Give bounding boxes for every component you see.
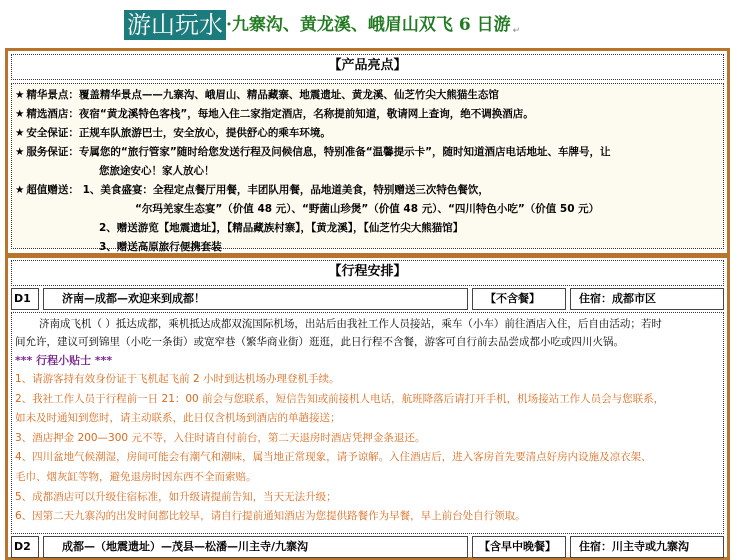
highlight-text: “尔玛羌家生态宴”（价值 48 元）、“野菌山珍煲”（价值 48 元）、“四川特色小吃”（价值 50 元） — [135, 203, 600, 215]
highlights-title-row — [11, 54, 724, 80]
star-icon: ★ — [15, 184, 25, 196]
day2-label: D2 — [11, 536, 39, 558]
highlight-item — [15, 200, 720, 219]
itinerary-frame — [5, 255, 730, 560]
highlight-text: 精华景点：覆盖精华景点——九寨沟、峨眉山、精品藏寨、地震遗址、黄龙溪、仙芝竹尖大熊猫生态馆 — [26, 89, 499, 101]
day1-header-row — [11, 288, 724, 310]
highlight-item — [15, 143, 720, 162]
highlight-item — [15, 124, 720, 143]
highlight-item — [15, 105, 720, 124]
tip-item: 4、四川盆地气候潮湿，房间可能会有潮气和潮味，属当地正常现象，请予谅解。入住酒店后，进入客房首先要清点好房内设施及凉衣架、 — [15, 451, 652, 464]
title-main: 游山玩水 — [124, 10, 226, 40]
tip-item: 6、因第二天九寨沟的出发时间都比较早，请自行提前通知酒店为您提供路餐作为早餐，早上前台处自行领取。 — [15, 510, 526, 523]
day2-stay: 住宿：川主寺或九寨沟 — [570, 536, 724, 558]
document-title — [124, 10, 612, 42]
day2-header-row — [11, 536, 724, 558]
highlight-text: 您旅途安心！家人放心！ — [99, 165, 215, 177]
star-icon: ★ — [15, 146, 25, 158]
tips-title: *** 行程小贴士 *** — [15, 354, 113, 367]
tip-item: 毛巾、烟灰缸等物，避免退房时因东西不全而索赔。 — [15, 470, 257, 483]
star-icon: ★ — [15, 89, 25, 101]
return-mark-icon: ↵ — [512, 26, 521, 36]
day2-route: 成都—（地震遗址）—茂县—松潘—川主寺/九寨沟 — [43, 536, 468, 558]
tips-list — [15, 370, 720, 527]
highlight-text: 服务保证：专属您的“旅行管家”随时给您发送行程及问候信息，特别准备“温馨提示卡”，随时知道酒店电话地址、车牌号，让 — [26, 146, 611, 158]
day1-route: 济南—成都—欢迎来到成都！ — [43, 288, 468, 310]
highlights-frame — [5, 48, 730, 256]
highlight-item — [15, 86, 720, 105]
day1-label: D1 — [11, 288, 39, 310]
highlight-text: 2、赠送游览【地震遗址】，【精品藏族村寨】，【黄龙溪】，【仙芝竹尖大熊猫馆】 — [99, 222, 464, 234]
tip-item: 5、成都酒店可以升级住宿标准，如升级请提前告知，当天无法升级； — [15, 490, 337, 503]
day1-stay: 住宿：成都市区 — [570, 288, 724, 310]
day2-meals: 【含早中晚餐】 — [472, 536, 566, 558]
highlight-text: 精选酒店：夜宿“黄龙溪特色客栈”，每地入住二家指定酒店，名称提前知道，敬请网上查询，绝不调换酒店。 — [26, 108, 534, 120]
tip-item: 如未及时通知到您时，请主动联系，此日仅含机场到酒店的单趟接送； — [15, 412, 341, 425]
tip-item: 3、酒店押金 200—300 元不等，入住时请自付前台，第二天退房时酒店凭押金条退还。 — [15, 431, 426, 444]
star-icon: ★ — [15, 127, 25, 139]
highlight-item — [15, 181, 720, 200]
star-icon: ★ — [15, 108, 25, 120]
itinerary-title-row — [11, 260, 724, 286]
day1-body — [11, 312, 724, 534]
day1-description-line: 间允许，建议可到锦里（小吃一条街）或宽窄巷（繁华商业街）逛逛，此日行程不含餐，游客可自行前去品尝成都小吃或四川火锅。 — [15, 336, 624, 348]
title-subtitle: ·九寨沟、黄龙溪、峨眉山双飞 6 日游 — [226, 15, 511, 35]
highlight-text: 安全保证：正规车队旅游巴士，安全放心，提供舒心的乘车环境。 — [26, 127, 331, 139]
highlight-text: 超值赠送： 1、美食盛宴：全程定点餐厅用餐，丰团队用餐，品地道美食，特别赠送三次特色餐饮， — [26, 184, 489, 196]
highlight-item — [15, 162, 720, 181]
day1-meals: 【不含餐】 — [472, 288, 566, 310]
highlight-item — [15, 219, 720, 238]
tip-item: 1、请游客持有效身份证于飞机起飞前 2 小时到达机场办理登机手续。 — [15, 373, 340, 385]
itinerary-title: 【行程安排】 — [328, 264, 407, 279]
day1-description-line: 济南成飞机（ ）抵达成都，乘机抵达成都双流国际机场，出站后由我社工作人员接站，乘车（小车）前往酒店入住，后自由活动；若时 — [39, 318, 662, 330]
highlights-list — [15, 86, 720, 257]
tip-item: 2、我社工作人员于行程前一日 21：00 前会与您联系，短信告知或前接机人电话，航班降落后请打开手机，机场接站工作人员会与您联系， — [15, 392, 665, 405]
day1-description — [15, 315, 720, 351]
highlights-title: 【产品亮点】 — [328, 58, 407, 73]
highlight-text: 3、赠送高原旅行便携套装 — [99, 241, 222, 253]
highlights-body — [11, 83, 724, 253]
